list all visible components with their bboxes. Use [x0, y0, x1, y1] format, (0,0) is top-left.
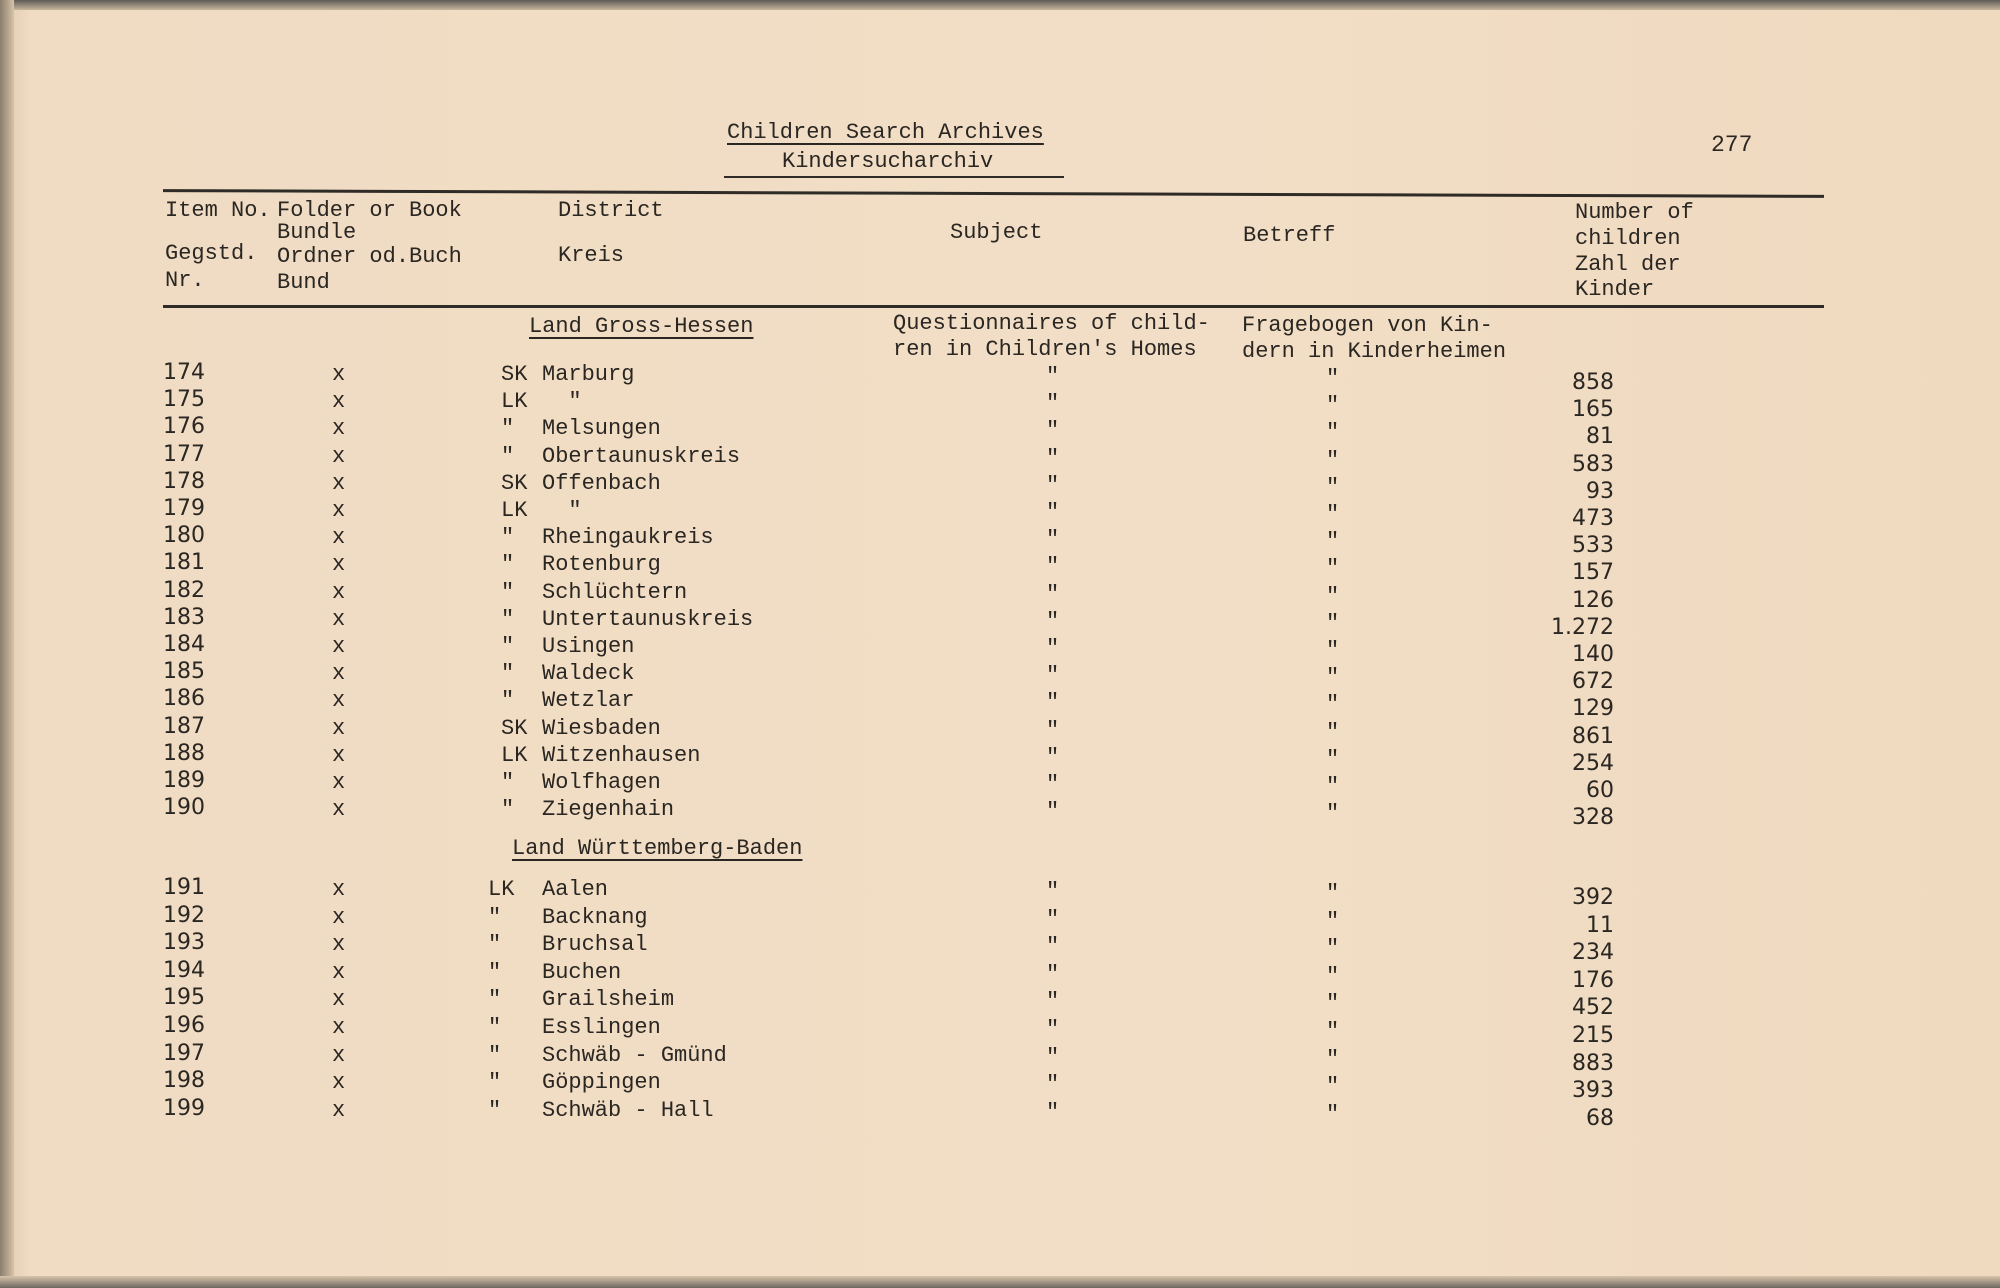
- subject-ditto: ": [1046, 772, 1060, 797]
- district-prefix: ": [501, 770, 515, 795]
- subject-ditto: ": [1046, 554, 1060, 580]
- folder-mark: x: [332, 715, 346, 741]
- children-count: 883: [1572, 1050, 1614, 1076]
- children-count: 234: [1572, 940, 1614, 966]
- item-number: 189: [163, 768, 205, 793]
- item-number: 185: [163, 659, 205, 685]
- header-folder-4: Bund: [277, 270, 330, 295]
- header-bottom-rule: [163, 305, 1824, 308]
- district-name: Bruchsal: [542, 932, 648, 958]
- district-prefix: ": [488, 1097, 502, 1123]
- section-label: Land Württemberg-Baden: [512, 836, 803, 861]
- district-prefix: LK: [488, 877, 515, 902]
- betreff-text-1: Fragebogen von Kin-: [1242, 313, 1493, 338]
- district-name: Wiesbaden: [542, 715, 661, 741]
- betreff-ditto: ": [1326, 1074, 1340, 1100]
- subject-ditto: ": [1046, 527, 1060, 553]
- item-number: 175: [163, 387, 205, 413]
- subject-ditto: ": [1046, 690, 1060, 716]
- betreff-ditto: ": [1326, 474, 1340, 500]
- subject-ditto: ": [1046, 906, 1060, 932]
- subject-ditto: ": [1046, 445, 1060, 471]
- children-count: 140: [1572, 642, 1614, 667]
- district-name: Waldeck: [542, 661, 635, 687]
- children-count: 473: [1572, 506, 1614, 531]
- item-number: 199: [163, 1095, 205, 1121]
- item-number: 181: [163, 550, 205, 576]
- subject-ditto: ": [1046, 636, 1060, 661]
- subject-ditto: ": [1046, 1017, 1060, 1042]
- children-count: 68: [1586, 1105, 1614, 1131]
- item-number: 187: [163, 713, 205, 739]
- betreff-ditto: ": [1326, 908, 1340, 934]
- subject-ditto: ": [1046, 418, 1060, 444]
- district-name: ": [542, 389, 582, 415]
- betreff-ditto: ": [1326, 556, 1340, 582]
- subject-ditto: ": [1046, 744, 1060, 770]
- subject-ditto: ": [1046, 663, 1060, 689]
- title-underline: [724, 176, 1064, 178]
- betreff-ditto: ": [1326, 1101, 1340, 1127]
- children-count: 452: [1572, 995, 1614, 1021]
- children-count: 60: [1586, 778, 1614, 803]
- folder-mark: x: [332, 770, 346, 795]
- betreff-ditto: ": [1326, 1019, 1340, 1044]
- folder-mark: x: [332, 443, 346, 469]
- folder-mark: x: [332, 959, 346, 985]
- header-top-rule: [163, 189, 1824, 198]
- folder-mark: x: [332, 1042, 346, 1068]
- district-prefix: ": [501, 606, 515, 632]
- folder-mark: x: [332, 1097, 346, 1123]
- folder-mark: x: [332, 389, 346, 415]
- betreff-ditto: ": [1326, 529, 1340, 555]
- district-name: Wolfhagen: [542, 770, 661, 795]
- folder-mark: x: [332, 470, 346, 496]
- subject-ditto: ": [1046, 472, 1060, 498]
- betreff-ditto: ": [1326, 692, 1340, 718]
- children-count: 672: [1572, 669, 1614, 695]
- district-name: Schlüchtern: [542, 579, 688, 605]
- folder-mark: x: [332, 932, 346, 958]
- item-number: 197: [163, 1040, 205, 1066]
- header-count-1: Number of: [1575, 200, 1694, 225]
- district-prefix: ": [501, 688, 515, 714]
- scan-top-edge: [0, 0, 2000, 10]
- betreff-ditto: ": [1326, 502, 1340, 527]
- page-number: 277: [1711, 132, 1753, 158]
- district-prefix: ": [488, 904, 502, 930]
- betreff-ditto: ": [1326, 774, 1340, 799]
- betreff-ditto: ": [1326, 420, 1340, 446]
- children-count: 93: [1586, 478, 1614, 504]
- subject-ditto: ": [1046, 961, 1060, 987]
- folder-mark: x: [332, 742, 346, 768]
- betreff-ditto: ": [1326, 366, 1340, 391]
- district-name: Ziegenhain: [542, 797, 675, 823]
- item-number: 178: [163, 468, 205, 494]
- subject-ditto: ": [1046, 799, 1060, 825]
- folder-mark: x: [332, 634, 346, 659]
- district-name: Melsungen: [542, 416, 661, 442]
- folder-mark: x: [332, 416, 346, 442]
- subject-ditto: ": [1046, 989, 1060, 1015]
- header-item-no-4: Nr.: [165, 268, 205, 293]
- district-prefix: ": [501, 443, 515, 469]
- item-number: 180: [163, 523, 205, 549]
- folder-mark: x: [332, 661, 346, 687]
- district-prefix: LK: [501, 389, 528, 415]
- children-count: 328: [1572, 805, 1614, 831]
- district-name: Untertaunuskreis: [542, 606, 754, 632]
- betreff-ditto: ": [1326, 881, 1340, 906]
- item-number: 177: [163, 441, 205, 467]
- folder-mark: x: [332, 498, 346, 523]
- subject-ditto: ": [1046, 934, 1060, 960]
- item-number: 192: [163, 902, 205, 928]
- children-count: 861: [1572, 723, 1614, 749]
- item-number: 188: [163, 740, 205, 766]
- betreff-ditto: ": [1326, 610, 1340, 636]
- item-number: 194: [163, 957, 205, 983]
- children-count: 215: [1572, 1023, 1614, 1048]
- betreff-ditto: ": [1326, 638, 1340, 663]
- header-count-3: Zahl der: [1575, 252, 1681, 277]
- header-folder-2: Bundle: [277, 220, 357, 245]
- item-number: 196: [163, 1013, 205, 1038]
- betreff-ditto: ": [1326, 583, 1340, 609]
- betreff-ditto: ": [1326, 991, 1340, 1017]
- district-name: Schwäb - Gmünd: [542, 1042, 727, 1068]
- subject-ditto: ": [1046, 500, 1060, 525]
- betreff-ditto: ": [1326, 1046, 1340, 1072]
- district-name: Buchen: [542, 959, 622, 985]
- betreff-ditto: ": [1326, 393, 1340, 419]
- betreff-ditto: ": [1326, 801, 1340, 827]
- item-number: 182: [163, 577, 205, 603]
- district-name: Usingen: [542, 634, 635, 659]
- district-prefix: ": [501, 525, 515, 551]
- item-number: 184: [163, 632, 205, 657]
- subject-ditto: ": [1046, 879, 1060, 904]
- district-name: Marburg: [542, 362, 635, 387]
- page-subtitle: Kindersucharchiv: [782, 149, 994, 174]
- district-name: ": [542, 498, 582, 523]
- subject-text-2: ren in Children's Homes: [893, 337, 1197, 362]
- children-count: 858: [1572, 370, 1614, 395]
- folder-mark: x: [332, 525, 346, 551]
- children-count: 157: [1572, 560, 1614, 586]
- children-count: 254: [1572, 750, 1614, 776]
- district-prefix: ": [488, 1042, 502, 1068]
- folder-mark: x: [332, 987, 346, 1013]
- subject-ditto: ": [1046, 391, 1060, 417]
- scan-bottom-edge: [0, 1276, 2000, 1288]
- district-name: Aalen: [542, 877, 609, 902]
- children-count: 583: [1572, 451, 1614, 477]
- district-name: Obertaunuskreis: [542, 443, 741, 469]
- subject-text-1: Questionnaires of child-: [893, 311, 1210, 336]
- children-count: 533: [1572, 533, 1614, 559]
- district-name: Göppingen: [542, 1070, 661, 1096]
- folder-mark: x: [332, 1015, 346, 1040]
- book-binding-edge: [0, 0, 14, 1288]
- folder-mark: x: [332, 579, 346, 605]
- header-folder-3: Ordner od.Buch: [277, 244, 462, 269]
- header-item-no-1: Item No.: [165, 198, 271, 223]
- children-count: 1.272: [1551, 614, 1614, 640]
- district-prefix: ": [501, 579, 515, 605]
- item-number: 176: [163, 414, 205, 440]
- district-prefix: ": [501, 661, 515, 687]
- district-name: Witzenhausen: [542, 742, 701, 768]
- folder-mark: x: [332, 877, 346, 902]
- district-name: Grailsheim: [542, 987, 675, 1013]
- children-count: 392: [1572, 885, 1614, 910]
- children-count: 393: [1572, 1078, 1614, 1104]
- betreff-ditto: ": [1326, 447, 1340, 473]
- children-count: 165: [1572, 397, 1614, 423]
- header-subject: Subject: [950, 220, 1043, 245]
- item-number: 174: [163, 360, 205, 385]
- section-label: Land Gross-Hessen: [529, 314, 754, 339]
- district-prefix: LK: [501, 742, 528, 768]
- betreff-ditto: ": [1326, 936, 1340, 962]
- page-title: Children Search Archives: [727, 120, 1044, 145]
- district-prefix: LK: [501, 498, 528, 523]
- folder-mark: x: [332, 688, 346, 714]
- header-item-no-3: Gegstd.: [165, 241, 258, 266]
- subject-ditto: ": [1046, 581, 1060, 607]
- subject-ditto: ": [1046, 364, 1060, 389]
- children-count: 81: [1586, 424, 1614, 450]
- header-betreff: Betreff: [1243, 223, 1336, 248]
- subject-ditto: ": [1046, 717, 1060, 743]
- item-number: 179: [163, 496, 205, 521]
- subject-ditto: ": [1046, 608, 1060, 634]
- district-prefix: SK: [501, 362, 528, 387]
- district-prefix: ": [488, 987, 502, 1013]
- folder-mark: x: [332, 606, 346, 632]
- district-prefix: ": [501, 552, 515, 578]
- betreff-ditto: ": [1326, 665, 1340, 691]
- folder-mark: x: [332, 362, 346, 387]
- district-prefix: SK: [501, 715, 528, 741]
- district-name: Offenbach: [542, 470, 661, 496]
- folder-mark: x: [332, 797, 346, 823]
- header-count-4: Kinder: [1575, 277, 1655, 302]
- district-prefix: ": [488, 932, 502, 958]
- item-number: 193: [163, 930, 205, 956]
- district-prefix: ": [488, 1015, 502, 1040]
- folder-mark: x: [332, 552, 346, 578]
- item-number: 198: [163, 1068, 205, 1094]
- betreff-text-2: dern in Kinderheimen: [1242, 339, 1507, 364]
- district-prefix: ": [501, 634, 515, 659]
- header-folder-1: Folder or Book: [277, 198, 462, 223]
- district-name: Schwäb - Hall: [542, 1097, 714, 1123]
- district-prefix: ": [501, 416, 515, 442]
- folder-mark: x: [332, 904, 346, 930]
- district-prefix: ": [488, 1070, 502, 1096]
- header-district: District: [558, 198, 664, 223]
- betreff-ditto: ": [1326, 963, 1340, 989]
- district-name: Wetzlar: [542, 688, 635, 714]
- district-name: Esslingen: [542, 1015, 661, 1040]
- header-kreis: Kreis: [558, 243, 625, 268]
- district-name: Rheingaukreis: [542, 525, 714, 551]
- district-name: Backnang: [542, 904, 648, 930]
- subject-ditto: ": [1046, 1044, 1060, 1070]
- district-prefix: ": [501, 797, 515, 823]
- folder-mark: x: [332, 1070, 346, 1096]
- item-number: 191: [163, 875, 205, 900]
- district-prefix: ": [488, 959, 502, 985]
- item-number: 190: [163, 795, 205, 821]
- betreff-ditto: ": [1326, 719, 1340, 745]
- item-number: 186: [163, 686, 205, 712]
- item-number: 183: [163, 604, 205, 630]
- children-count: 176: [1572, 967, 1614, 993]
- subject-ditto: ": [1046, 1072, 1060, 1098]
- betreff-ditto: ": [1326, 746, 1340, 772]
- children-count: 126: [1572, 587, 1614, 613]
- children-count: 11: [1586, 912, 1614, 938]
- district-name: Rotenburg: [542, 552, 661, 578]
- subject-ditto: ": [1046, 1099, 1060, 1125]
- children-count: 129: [1572, 696, 1614, 722]
- item-number: 195: [163, 985, 205, 1011]
- header-count-2: children: [1575, 226, 1681, 251]
- district-prefix: SK: [501, 470, 528, 496]
